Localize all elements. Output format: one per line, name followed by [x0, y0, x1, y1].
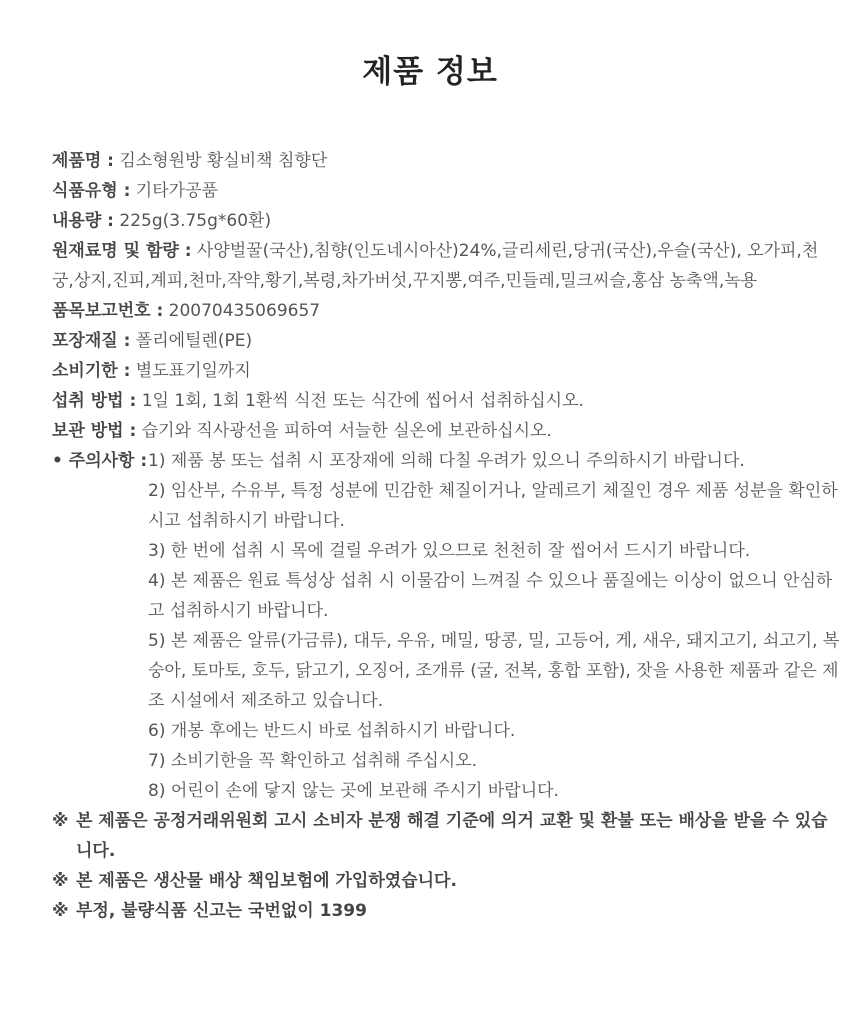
field-product-name	[52, 146, 842, 176]
field-label: 보관 방법 :	[52, 421, 137, 441]
caution-item: 3) 한 번에 섭취 시 목에 걸릴 우려가 있으므로 천천히 잘 씹어서 드시기 바랍니다.	[148, 541, 751, 561]
field-storage	[52, 416, 842, 446]
field-label: 포장재질 :	[52, 331, 131, 351]
caution-item: 2) 임산부, 수유부, 특정 성분에 민감한 체질이거나, 알레르기 체질인 경우 제품 성분을 확인하시고 섭취하시기 바랍니다.	[148, 481, 838, 531]
caution-item: 5) 본 제품은 알류(가금류), 대두, 우유, 메밀, 땅콩, 밀, 고등어, 게, 새우, 돼지고기, 쇠고기, 복숭아, 토마토, 호두, 닭고기, 오징어, 조개류 (굴, 전복, 홍합 포함), 잣을 사용한 제품과 같은 제조 시설에서 제조하고 있습니다.	[148, 631, 840, 711]
field-expiry	[52, 356, 842, 386]
caution-item: 4) 본 제품은 원료 특성상 섭취 시 이물감이 느껴질 수 있으나 품질에는 이상이 없으니 안심하고 섭취하시기 바랍니다.	[148, 571, 833, 621]
field-label: 원재료명 및 함량 :	[52, 241, 192, 261]
notice-text: 부정, 불량식품 신고는 국번없이 1399	[76, 901, 367, 921]
field-label: 식품유형 :	[52, 181, 131, 201]
caution-label: • 주의사항 :	[52, 451, 148, 471]
field-intake	[52, 386, 842, 416]
caution-item: 1) 제품 봉 또는 섭취 시 포장재에 의해 다칠 우려가 있으니 주의하시기 바랍니다.	[148, 451, 745, 471]
field-packaging	[52, 326, 842, 356]
caution-item: 8) 어린이 손에 닿지 않는 곳에 보관해 주시기 바랍니다.	[148, 781, 559, 801]
field-value: 김소형원방 황실비책 침향단	[113, 151, 328, 171]
field-value: 별도표기일까지	[130, 361, 251, 381]
notice-list	[52, 806, 842, 926]
field-food-type	[52, 176, 842, 206]
field-net-content	[52, 206, 842, 236]
notice-item	[52, 896, 842, 926]
notice-mark: ※	[52, 901, 69, 921]
field-value: 습기와 직사광선을 피하여 서늘한 실온에 보관하십시오.	[136, 421, 552, 441]
field-ingredients	[52, 236, 832, 296]
field-value: 225g(3.75g*60환)	[113, 211, 272, 231]
notice-item	[52, 866, 842, 896]
caution-item: 7) 소비기한을 꼭 확인하고 섭취해 주십시오.	[148, 751, 478, 771]
field-label: 제품명 :	[52, 151, 114, 171]
caution-section	[52, 446, 842, 806]
field-label: 섭취 방법 :	[52, 391, 137, 411]
field-value: 폴리에틸렌(PE)	[130, 331, 253, 351]
field-label: 내용량 :	[52, 211, 114, 231]
field-value: 20070435069657	[163, 301, 321, 321]
field-value: 사양벌꿀(국산),침향(인도네시아산)24%,글리세린,당귀(국산),우슬(국산), 오가피,천궁,상지,진피,계피,천마,작약,황기,복령,차가버섯,꾸지뽕,여주,민들레,밀크씨슬,홍삼 농축액,녹용	[52, 241, 819, 291]
field-value: 기타가공품	[130, 181, 218, 201]
notice-mark: ※	[52, 871, 69, 891]
product-info	[52, 146, 842, 926]
notice-text: 본 제품은 생산물 배상 책임보험에 가입하였습니다.	[76, 871, 457, 891]
caution-item: 6) 개봉 후에는 반드시 바로 섭취하시기 바랍니다.	[148, 721, 516, 741]
caution-list	[148, 446, 842, 806]
page-title: 제품 정보	[362, 54, 498, 90]
notice-mark: ※	[52, 811, 69, 831]
field-label: 품목보고번호 :	[52, 301, 164, 321]
notice-item	[52, 806, 842, 866]
field-report-number	[52, 296, 842, 326]
notice-text: 본 제품은 공정거래위원회 고시 소비자 분쟁 해결 기준에 의거 교환 및 환불 또는 배상을 받을 수 있습니다.	[76, 811, 828, 861]
field-value: 1일 1회, 1회 1환씩 식전 또는 식간에 씹어서 섭취하십시오.	[136, 391, 584, 411]
field-label: 소비기한 :	[52, 361, 131, 381]
